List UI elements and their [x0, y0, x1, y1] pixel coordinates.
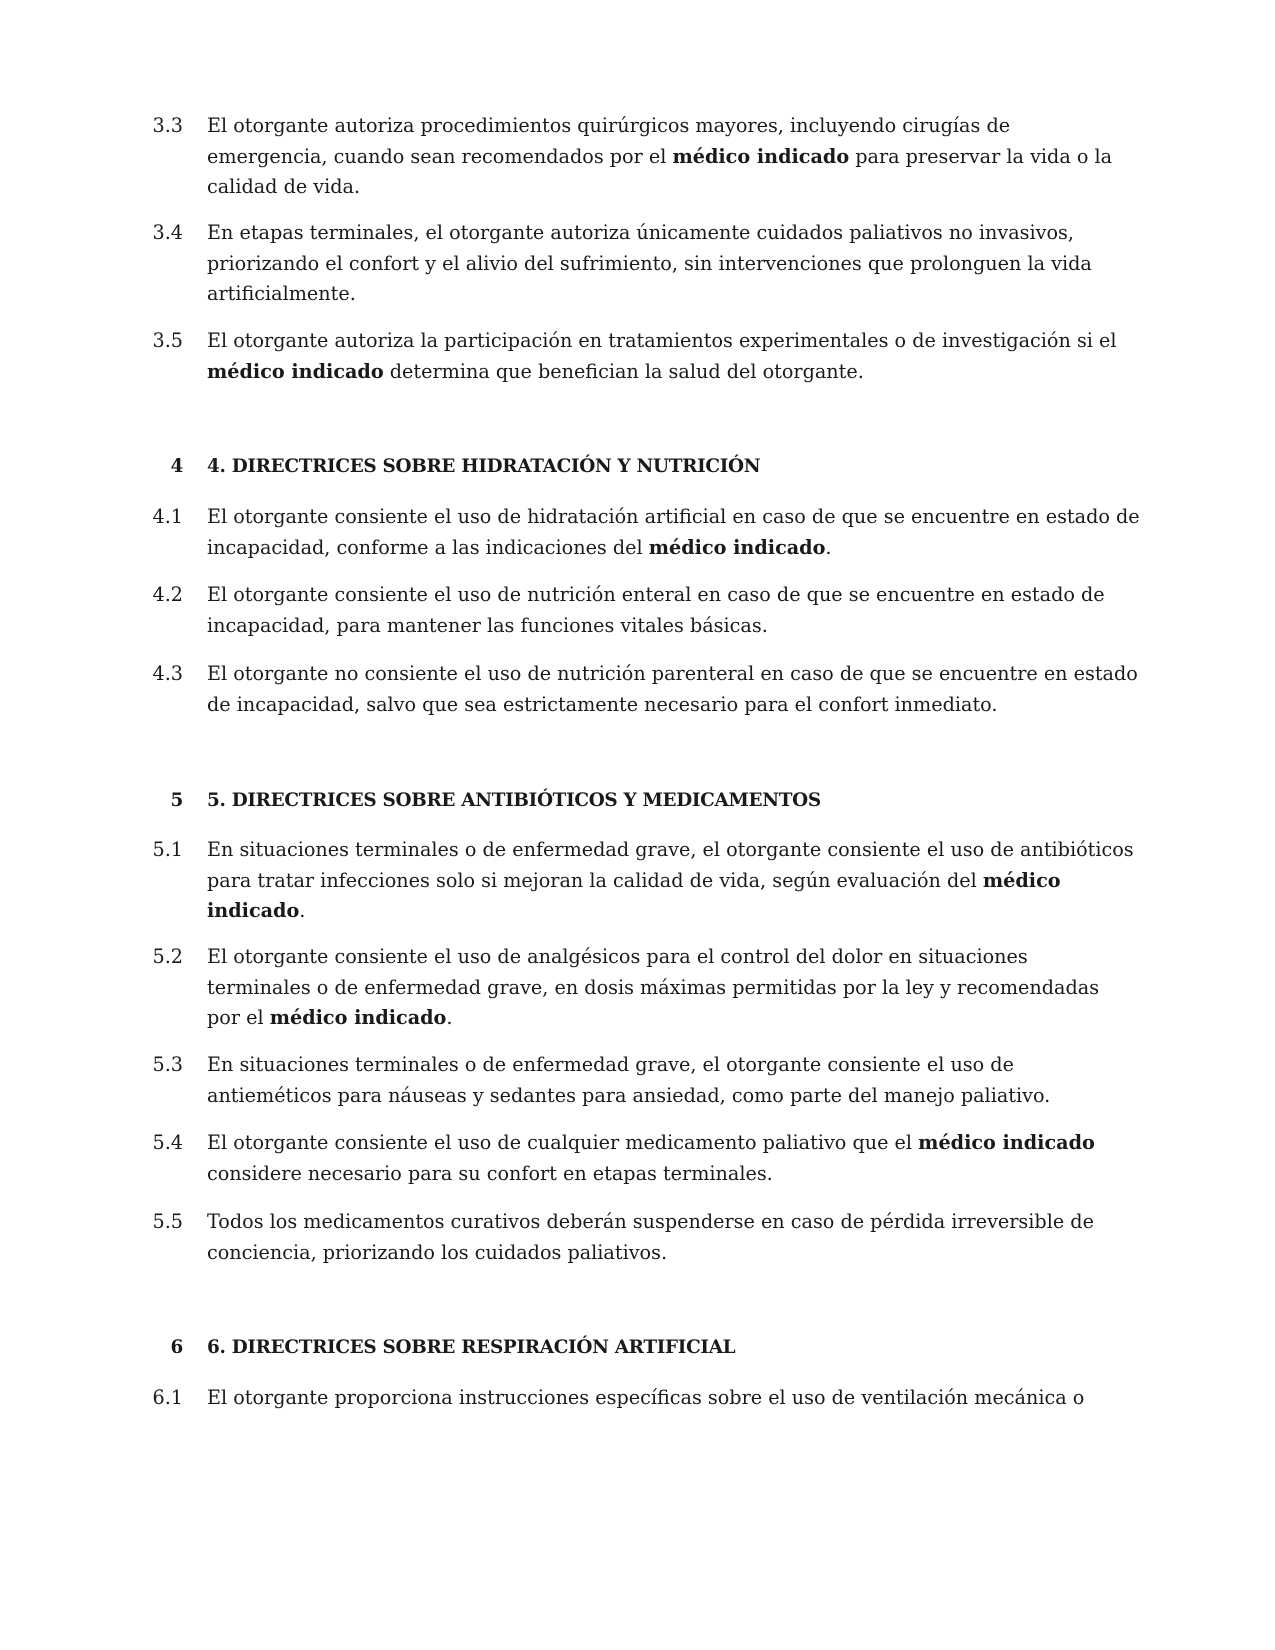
clause-number: 5.3: [152, 1053, 183, 1076]
clause-text: [207, 1128, 1137, 1159]
text-run: .: [299, 899, 306, 922]
clause-text: [207, 1003, 1137, 1034]
text-run: El otorgante proporciona instrucciones específicas sobre el uso de ventilación mecánica o: [207, 1386, 1085, 1409]
emphasis-text: médico indicado: [918, 1131, 1095, 1154]
text-run: priorizando el confort y el alivio del sufrimiento, sin intervenciones que prolonguen la vida: [207, 251, 1092, 275]
clause-number: 4.2: [152, 583, 183, 606]
clause-text: [207, 835, 1137, 866]
text-run: El otorgante consiente el uso de analgésicos para el control del dolor en situaciones: [207, 945, 1028, 968]
text-run: determina que benefician la salud del otorgante.: [383, 359, 864, 383]
text-run: emergencia, cuando sean recomendados por el: [207, 144, 673, 168]
text-run: El otorgante consiente el uso de hidratación artificial en caso de que se encuentre en estado de: [207, 505, 1140, 528]
section-number: 4: [170, 456, 183, 477]
text-run: El otorgante autoriza la participación en tratamientos experimentales o de investigación si el: [207, 329, 1117, 352]
text-run: considere necesario para su confort en etapas terminales.: [207, 1161, 773, 1185]
emphasis-text: indicado: [207, 899, 300, 922]
clause-number: 6.1: [152, 1386, 183, 1409]
clause-text: [207, 580, 1137, 611]
clause-text: [207, 973, 1137, 1004]
clause-text: [207, 1207, 1137, 1238]
clause-number: 5.4: [152, 1131, 183, 1154]
section-title: 6. DIRECTRICES SOBRE RESPIRACIÓN ARTIFICIAL: [207, 1337, 736, 1358]
text-run: En situaciones terminales o de enfermedad grave, el otorgante consiente el uso de: [207, 1053, 1014, 1076]
text-run: de incapacidad, salvo que sea estrictamente necesario para el confort inmediato.: [207, 692, 998, 716]
clause-text: [207, 172, 1137, 203]
section-title: 4. DIRECTRICES SOBRE HIDRATACIÓN Y NUTRICIÓN: [207, 456, 761, 477]
clause-text: [207, 111, 1137, 142]
text-run: antieméticos para náuseas y sedantes para ansiedad, como parte del manejo paliativo.: [207, 1083, 1051, 1107]
clause-text: [207, 1050, 1137, 1081]
clause-text: [207, 690, 1137, 721]
text-run: .: [446, 1006, 453, 1029]
text-run: terminales o de enfermedad grave, en dosis máximas permitidas por la ley y recomendadas: [207, 975, 1100, 999]
text-run: incapacidad, para mantener las funciones vitales básicas.: [207, 613, 768, 637]
clause-text: [207, 1081, 1137, 1112]
section-number: 5: [170, 790, 183, 811]
emphasis-text: médico indicado: [648, 535, 826, 559]
section-title: 5. DIRECTRICES SOBRE ANTIBIÓTICOS Y MEDICAMENTOS: [207, 790, 821, 811]
text-run: incapacidad, conforme a las indicaciones del: [207, 535, 649, 559]
text-run: En situaciones terminales o de enfermedad grave, el otorgante consiente el uso de antibióticos: [207, 838, 1134, 861]
text-run: Todos los medicamentos curativos deberán suspenderse en caso de pérdida irreversible de: [207, 1210, 1094, 1233]
section-number: 6: [170, 1337, 183, 1358]
clause-text: [207, 249, 1137, 280]
text-run: para preservar la vida o la: [849, 144, 1113, 168]
clause-text: [207, 218, 1137, 249]
emphasis-text: médico indicado: [269, 1006, 447, 1029]
clause-text: [207, 1159, 1137, 1190]
clause-text: [207, 533, 1137, 564]
clause-number: 3.5: [152, 329, 183, 352]
text-run: para tratar infecciones solo si mejoran la calidad de vida, según evaluación del: [207, 868, 983, 892]
clause-number: 3.3: [152, 114, 183, 137]
text-run: .: [825, 535, 832, 559]
text-run: artificialmente.: [207, 282, 356, 305]
text-run: conciencia, priorizando los cuidados paliativos.: [207, 1240, 668, 1264]
clause-number: 5.1: [152, 838, 183, 861]
clause-number: 5.2: [152, 945, 183, 968]
clause-text: [207, 357, 1137, 388]
text-run: calidad de vida.: [207, 175, 361, 198]
clause-number: 4.3: [152, 662, 183, 685]
text-run: En etapas terminales, el otorgante autoriza únicamente cuidados paliativos no invasivos,: [207, 221, 1074, 244]
emphasis-text: médico: [982, 868, 1061, 892]
emphasis-text: médico indicado: [207, 359, 384, 383]
text-run: El otorgante consiente el uso de nutrición enteral en caso de que se encuentre en estado de: [207, 583, 1105, 606]
clause-number: 5.5: [152, 1210, 183, 1233]
text-run: El otorgante no consiente el uso de nutrición parenteral en caso de que se encuentre en estado: [207, 662, 1138, 685]
clause-text: [207, 502, 1140, 533]
clause-text: [207, 142, 1137, 173]
clause-number: 4.1: [152, 505, 183, 528]
text-run: El otorgante autoriza procedimientos quirúrgicos mayores, incluyendo cirugías de: [207, 114, 1011, 137]
clause-text: [207, 1383, 1137, 1414]
clause-text: [207, 942, 1137, 973]
text-run: por el: [207, 1006, 270, 1029]
clause-text: [207, 326, 1137, 357]
clause-text: [207, 866, 1137, 897]
clause-text: [207, 1238, 1137, 1269]
clause-number: 3.4: [152, 221, 183, 244]
clause-text: [207, 896, 1137, 927]
clause-text: [207, 659, 1137, 690]
emphasis-text: médico indicado: [672, 144, 850, 168]
text-run: El otorgante consiente el uso de cualquier medicamento paliativo que el: [207, 1131, 919, 1154]
clause-text: [207, 279, 1137, 310]
clause-text: [207, 611, 1137, 642]
